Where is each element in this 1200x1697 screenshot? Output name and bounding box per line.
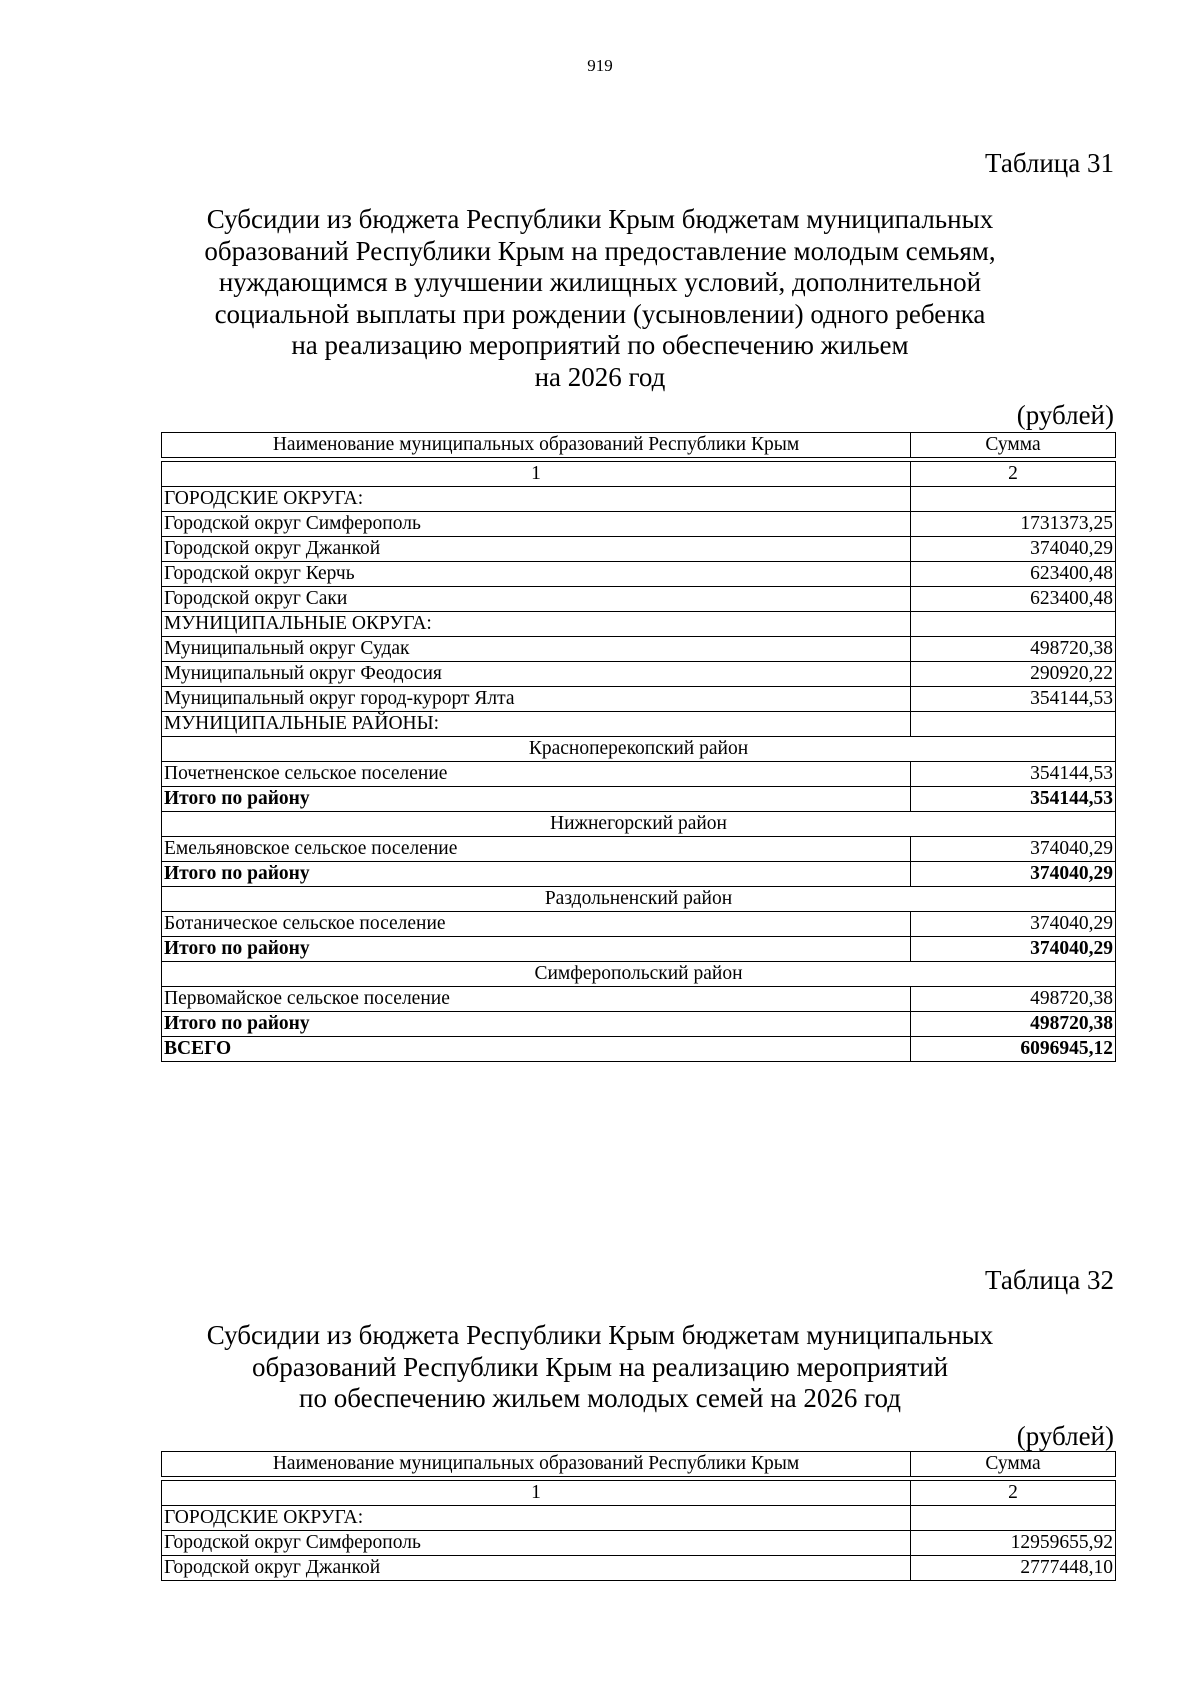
table-row	[162, 1556, 1116, 1581]
table-row	[162, 512, 1116, 537]
row-name: Ботаническое сельское поселение	[162, 912, 911, 937]
row-name: ГОРОДСКИЕ ОКРУГА:	[162, 1506, 911, 1531]
district-total-row	[162, 862, 1116, 887]
row-name: Итого по району	[162, 787, 911, 812]
row-name: Итого по району	[162, 937, 911, 962]
row-sum: 12959655,92	[911, 1531, 1116, 1556]
table-row	[162, 687, 1116, 712]
row-sum: 623400,48	[911, 562, 1116, 587]
district-total-row	[162, 1012, 1116, 1037]
row-name: Муниципальный округ Феодосия	[162, 662, 911, 687]
header-name: Наименование муниципальных образований Республики Крым	[162, 433, 911, 458]
title-line: образований Республики Крым на предоставление молодым семьям,	[204, 235, 996, 266]
district-name: Красноперекопский район	[162, 737, 1116, 762]
district-name: Нижнегорский район	[162, 812, 1116, 837]
table-row	[162, 612, 1116, 637]
header-name: Наименование муниципальных образований Республики Крым	[162, 1452, 911, 1477]
row-sum: 374040,29	[911, 537, 1116, 562]
column-number: 1	[162, 462, 911, 487]
table31-units: (рублей)	[1016, 400, 1114, 430]
row-sum	[911, 487, 1116, 512]
page-number: 919	[587, 56, 613, 75]
table-row	[162, 837, 1116, 862]
row-sum	[911, 712, 1116, 737]
table-row	[162, 712, 1116, 737]
row-sum	[911, 612, 1116, 637]
column-number: 1	[162, 1481, 911, 1506]
row-name: Итого по району	[162, 862, 911, 887]
title-line: по обеспечению жильем молодых семей на 2026 год	[299, 1383, 901, 1413]
row-name: Городской округ Керчь	[162, 562, 911, 587]
row-name: ГОРОДСКИЕ ОКРУГА:	[162, 487, 911, 512]
row-name: ВСЕГО	[162, 1037, 911, 1062]
row-name: Емельяновское сельское поселение	[162, 837, 911, 862]
header-sum: Сумма	[911, 1452, 1116, 1477]
table-row	[162, 562, 1116, 587]
column-number: 2	[911, 1481, 1116, 1506]
district-heading-row	[162, 812, 1116, 837]
row-sum: 374040,29	[911, 912, 1116, 937]
table-row	[162, 487, 1116, 512]
table32-units: (рублей)	[1016, 1421, 1114, 1451]
row-sum: 374040,29	[911, 837, 1116, 862]
row-name: Городской округ Саки	[162, 587, 911, 612]
table31	[161, 432, 1116, 1062]
row-name: Первомайское сельское поселение	[162, 987, 911, 1012]
district-total-row	[162, 937, 1116, 962]
district-heading-row	[162, 737, 1116, 762]
title-line: Субсидии из бюджета Республики Крым бюджетам муниципальных	[206, 204, 994, 234]
table-row	[162, 912, 1116, 937]
table32-title	[150, 1320, 1050, 1415]
table-row	[162, 762, 1116, 787]
column-number: 2	[911, 462, 1116, 487]
row-sum: 290920,22	[911, 662, 1116, 687]
row-sum: 623400,48	[911, 587, 1116, 612]
row-sum	[911, 1506, 1116, 1531]
table31-title	[150, 204, 1050, 393]
district-heading-row	[162, 887, 1116, 912]
table-row	[162, 637, 1116, 662]
title-line: на 2026 год	[534, 361, 666, 392]
row-sum: 354144,53	[911, 762, 1116, 787]
table-header-row	[162, 1452, 1116, 1477]
column-number-row	[162, 1481, 1116, 1506]
table32-label: Таблица 32	[985, 1265, 1114, 1295]
table31-label: Таблица 31	[985, 148, 1114, 178]
row-name: МУНИЦИПАЛЬНЫЕ РАЙОНЫ:	[162, 712, 911, 737]
table-row	[162, 1531, 1116, 1556]
row-sum: 1731373,25	[911, 512, 1116, 537]
row-sum: 354144,53	[911, 687, 1116, 712]
district-name: Симферопольский район	[162, 962, 1116, 987]
row-sum: 2777448,10	[911, 1556, 1116, 1581]
table32	[161, 1451, 1116, 1581]
row-sum: 354144,53	[911, 787, 1116, 812]
row-name: Муниципальный округ город-курорт Ялта	[162, 687, 911, 712]
header-sum: Сумма	[911, 433, 1116, 458]
row-sum: 498720,38	[911, 1012, 1116, 1037]
title-line: Субсидии из бюджета Республики Крым бюджетам муниципальных	[206, 1320, 994, 1350]
row-name: Городской округ Симферополь	[162, 1531, 911, 1556]
table-row	[162, 587, 1116, 612]
title-line: нуждающимся в улучшении жилищных условий, дополнительной	[218, 267, 982, 297]
table-header-row	[162, 433, 1116, 458]
row-name: Почетненское сельское поселение	[162, 762, 911, 787]
row-sum: 498720,38	[911, 637, 1116, 662]
column-number-row	[162, 462, 1116, 487]
title-line: на реализацию мероприятий по обеспечению жильем	[291, 330, 909, 360]
table-row	[162, 662, 1116, 687]
row-sum: 374040,29	[911, 862, 1116, 887]
row-sum: 498720,38	[911, 987, 1116, 1012]
row-name: Итого по району	[162, 1012, 911, 1037]
district-total-row	[162, 787, 1116, 812]
row-name: Муниципальный округ Судак	[162, 637, 911, 662]
title-line: социальной выплаты при рождении (усыновлении) одного ребенка	[214, 298, 986, 329]
row-sum: 6096945,12	[911, 1037, 1116, 1062]
table-row	[162, 537, 1116, 562]
row-name: МУНИЦИПАЛЬНЫЕ ОКРУГА:	[162, 612, 911, 637]
row-name: Городской округ Джанкой	[162, 1556, 911, 1581]
row-name: Городской округ Джанкой	[162, 537, 911, 562]
title-line: образований Республики Крым на реализацию мероприятий	[251, 1351, 949, 1382]
district-heading-row	[162, 962, 1116, 987]
district-name: Раздольненский район	[162, 887, 1116, 912]
grand-total-row	[162, 1037, 1116, 1062]
table-row	[162, 987, 1116, 1012]
row-sum: 374040,29	[911, 937, 1116, 962]
row-name: Городской округ Симферополь	[162, 512, 911, 537]
table-row	[162, 1506, 1116, 1531]
